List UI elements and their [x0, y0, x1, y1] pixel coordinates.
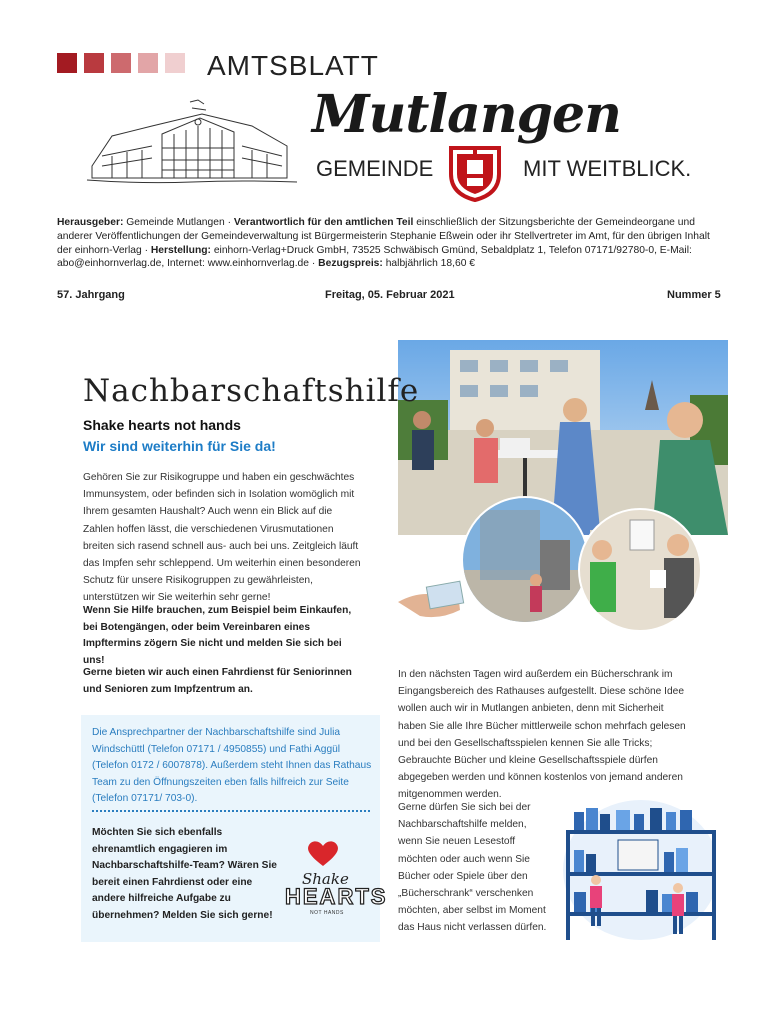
responsible-text: einschließlich der Sitzungsberichte der Gemeindeorgane und anderer Veröffentlichungen der Gemeindeverwaltung ist Bürgermeisterin Stephanie Eßwein oder ihr Stellvertreter im Amt, für den übrigen Inhalt der einhorn-Verlag · — [57, 217, 710, 256]
masthead-square-1 — [57, 53, 77, 73]
imprint — [57, 216, 727, 271]
issue-number: Nummer 5 — [667, 289, 721, 301]
gemeinde-label: GEMEINDE — [316, 156, 434, 181]
masthead-square-2 — [84, 53, 104, 73]
bookshelf-illustration — [556, 800, 716, 950]
responsible-label: Verantwortlich für den amtlichen Teil — [233, 217, 414, 228]
production-label: Herstellung: — [150, 244, 211, 256]
price-text: halbjährlich 18,60 € — [382, 258, 476, 270]
volunteer-call: Möchten Sie sich ebenfalls ehrenamtlich engagieren im Nachbarschaftshilfe-Team? Wären Sie bereit einen Fahrdienst oder eine andere hilfreiche Aufgabe zu übernehmen? Melden Sie sich gerne! — [92, 827, 277, 921]
slogan: MIT WEITBLICK. — [523, 156, 692, 181]
paragraph-contact-us: Gerne dürfen Sie sich bei der Nachbarschaftshilfe melden, wenn Sie neuen Lesestoff möchten oder auch wenn Sie Bücher oder Spiele über den „Bücherschrank“ verschenken möchten, aber selbst im Moment das Haus nicht verlassen dürfen. — [398, 802, 547, 934]
masthead-square-5 — [165, 53, 185, 73]
publisher-text: Gemeinde Mutlangen · — [123, 217, 234, 228]
production-text: einhorn-Verlag+Druck GmbH, 73525 Schwäbisch Gmünd, Sebaldplatz 1, Telefon 07171/92780-0, E-Mail: abo@einhornverlag.de, Internet: www.einhornverlag.de · — [57, 244, 692, 270]
logo-shake: Shake — [302, 870, 349, 888]
logo-hearts: HEARTS — [285, 884, 388, 909]
article-subtitle: Shake hearts not hands — [83, 417, 241, 433]
issue-year: 57. Jahrgang — [57, 289, 125, 301]
paragraph-risk-group: Gehören Sie zur Risikogruppe und haben ein geschwächtes Immunsystem, oder befinden sich in Isolation womöglich mit Ihrem gesamten Haushalt? Auch wenn ein Blick auf die Zahlen hoffen lässt, die verschiedenen Virusmutationen breiten sich rasend schnell aus- auch bei uns. Zeitgleich läuft das Impfen sehr schleppend. Um weiterhin einen besonderen Schutz für unsere Risikogruppen zu gewährleisten, unterstützen wir Sie weiterhin sehr gerne! — [83, 472, 361, 604]
paragraph-bookshelf: In den nächsten Tagen wird außerdem ein Bücherschrank im Eingangsbereich des Rathauses aufgestellt. Diese schöne Idee wollen auch wir in Mutlangen anbieten, denn mit Sicherheit haben Sie alle Ihre Bücher mittlerweile schon mehrfach gelesen und bei den Gesellschaftsspielen kennen Sie alle Tricks; Gebrauchte Bücher und kleine Gesellschaftsspiele dürfen abgegeben werden und können kostenlos von jemand anderen mitgenommen werden. — [398, 669, 686, 801]
masthead-square-3 — [111, 53, 131, 73]
masthead-square-4 — [138, 53, 158, 73]
coat-of-arms-icon — [447, 144, 503, 202]
paragraph-driving-service: Gerne bieten wir auch einen Fahrdienst für Seniorinnen und Senioren zum Impfzentrum an. — [83, 667, 352, 695]
heart-icon — [306, 838, 340, 868]
logo-not-hands: NOT HANDS — [310, 910, 344, 916]
townhall-sketch — [82, 96, 302, 188]
volunteers-photo — [398, 340, 728, 535]
dotted-divider — [92, 810, 370, 812]
town-name: Mutlangen — [312, 84, 621, 145]
publisher-label: Herausgeber: — [57, 217, 124, 228]
contact-text: Die Ansprechpartner der Nachbarschaftshilfe sind Julia Windschüttl (Telefon 07171 / 4950855) und Fathi Aggül (Telefon 0172 / 6007878). Außerdem steht Ihnen das Rathaus Team zu den Öffnungszeiten eben falls hilfreich zur Seite (Telefon 07171/ 703-0). — [92, 727, 372, 804]
article-title: Nachbarschaftshilfe — [83, 373, 420, 409]
paragraph-help: Wenn Sie Hilfe brauchen, zum Beispiel beim Einkaufen, bei Botengängen, oder beim Vereinbaren eines Impftermins zögern Sie nicht und melden Sie sich bei uns! — [83, 605, 352, 666]
article-subtitle-2: Wir sind weiterhin für Sie da! — [83, 438, 276, 454]
issue-date: Freitag, 05. Februar 2021 — [325, 289, 455, 301]
masthead-title: AMTSBLATT — [207, 50, 379, 81]
price-label: Bezugspreis: — [318, 258, 383, 270]
